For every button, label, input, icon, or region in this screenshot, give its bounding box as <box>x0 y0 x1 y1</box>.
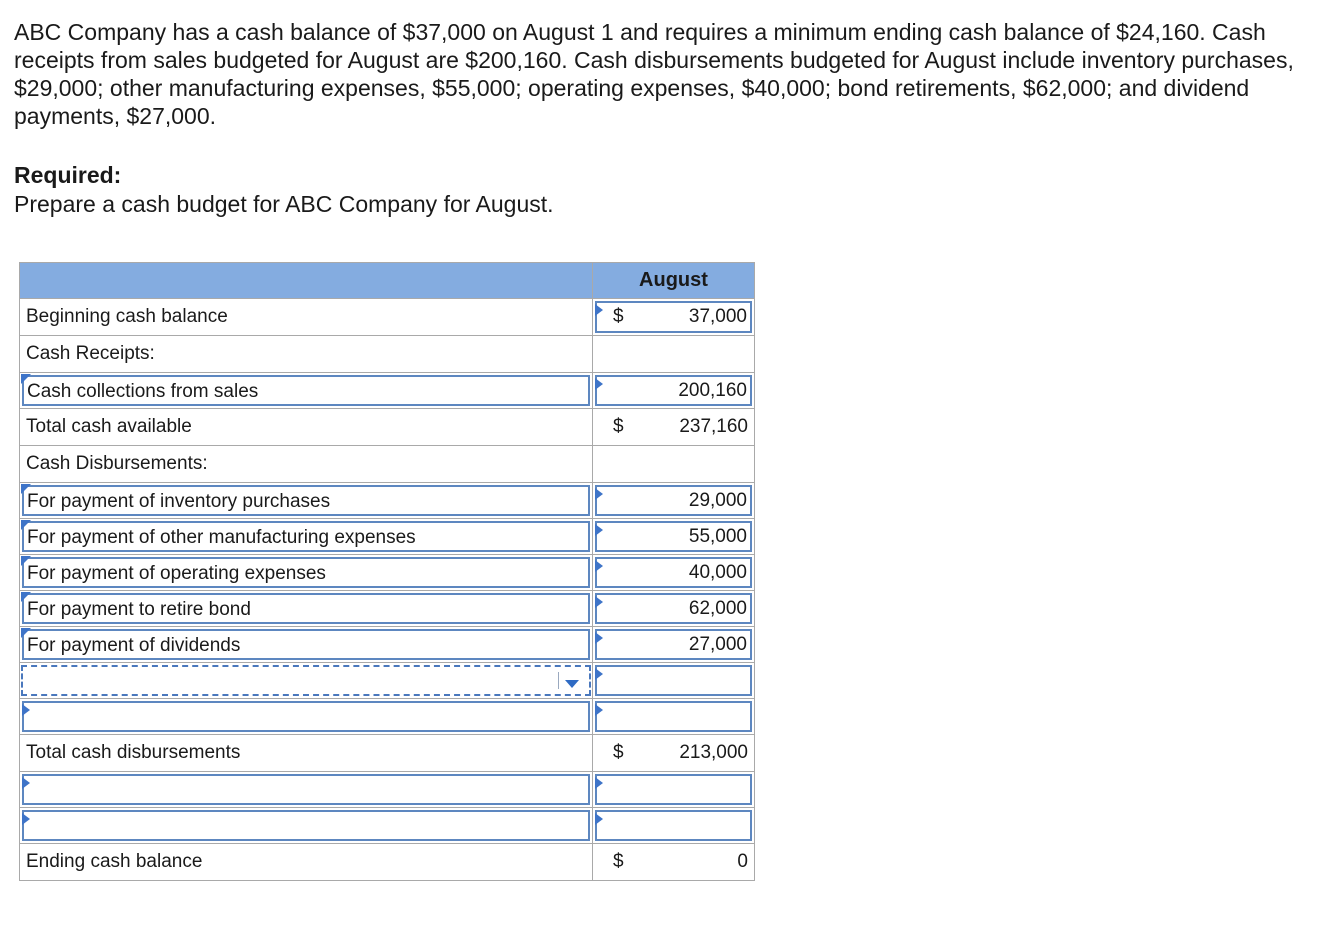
row-label-cell[interactable] <box>20 663 593 699</box>
cell-flag-icon <box>21 520 31 530</box>
cell-flag-icon <box>595 668 603 680</box>
manufacturing-input[interactable] <box>595 521 752 552</box>
cell-flag-icon <box>595 524 603 536</box>
cash-receipts-heading: Cash Receipts: <box>26 343 155 364</box>
header-label-cell <box>20 263 593 299</box>
amount-cell[interactable] <box>593 663 755 699</box>
table-row <box>20 373 755 409</box>
problem-statement: ABC Company has a cash balance of $37,000 on August 1 and requires a minimum ending cash balance of $24,160. Cash receipts from sales budgeted for August are $200,160. Cash disbursements budgeted for August include inventory purchases, $29,000; other manufacturing expenses, $55,000; operating expenses, $40,000; bond retirements, $62,000; and dividend payments, $27,000. <box>14 19 1294 129</box>
amount-cell[interactable] <box>593 373 755 409</box>
dollar-sign: $ <box>613 416 624 437</box>
inventory-label-input[interactable]: For payment of inventory purchases <box>22 485 590 516</box>
total-disbursements-label: Total cash disbursements <box>26 742 241 763</box>
table-row <box>20 772 755 808</box>
cell-flag-icon <box>21 556 31 566</box>
row-label-cell <box>20 299 593 336</box>
inventory-input[interactable] <box>595 485 752 516</box>
blank-label-input[interactable] <box>22 701 590 732</box>
table-row <box>20 336 755 373</box>
amount-cell[interactable] <box>593 591 755 627</box>
cell-flag-icon <box>595 378 603 390</box>
table-row <box>20 735 755 772</box>
dividends-value: 27,000 <box>688 633 747 655</box>
bond-input[interactable] <box>595 593 752 624</box>
amount-cell <box>593 735 755 772</box>
beginning-cash-label: Beginning cash balance <box>26 306 228 327</box>
row-label-cell[interactable] <box>20 627 593 663</box>
required-text: Prepare a cash budget for ABC Company for August. <box>14 191 554 217</box>
table-row <box>20 808 755 844</box>
dollar-sign: $ <box>613 851 624 872</box>
cell-flag-icon <box>21 592 31 602</box>
table-row <box>20 446 755 483</box>
cell-flag-icon <box>22 813 30 825</box>
chevron-down-icon[interactable] <box>565 680 579 688</box>
row-label-cell[interactable] <box>20 555 593 591</box>
dollar-sign: $ <box>613 742 624 763</box>
row-label-cell[interactable] <box>20 591 593 627</box>
cell-flag-icon <box>21 484 31 494</box>
blank-amount-input[interactable] <box>595 810 752 841</box>
table-row <box>20 519 755 555</box>
cell-flag-icon <box>595 632 603 644</box>
cell-flag-icon <box>595 777 603 789</box>
beginning-cash-value: 37,000 <box>688 306 747 327</box>
amount-cell[interactable] <box>593 808 755 844</box>
row-label-cell[interactable] <box>20 483 593 519</box>
blank-label-input[interactable] <box>22 810 590 841</box>
operating-value: 40,000 <box>688 561 747 583</box>
table-row <box>20 409 755 446</box>
beginning-cash-input[interactable] <box>595 301 752 333</box>
row-label-cell <box>20 735 593 772</box>
empty-amount-cell <box>593 446 755 483</box>
cash-collections-value: 200,160 <box>678 379 747 401</box>
amount-cell[interactable] <box>593 483 755 519</box>
amount-cell[interactable] <box>593 519 755 555</box>
column-header-august: August <box>593 263 755 299</box>
table-row <box>20 299 755 336</box>
operating-label-input[interactable]: For payment of operating expenses <box>22 557 590 588</box>
amount-cell <box>593 409 755 446</box>
cell-flag-icon <box>21 374 31 384</box>
manufacturing-value: 55,000 <box>688 525 747 547</box>
row-label-cell <box>20 409 593 446</box>
dividends-input[interactable] <box>595 629 752 660</box>
amount-cell[interactable] <box>593 627 755 663</box>
cell-flag-icon <box>595 704 603 716</box>
amount-cell[interactable] <box>593 772 755 808</box>
amount-cell[interactable] <box>593 299 755 336</box>
table-row <box>20 699 755 735</box>
total-cash-available-amount <box>593 409 754 445</box>
table-row <box>20 591 755 627</box>
row-label-cell[interactable] <box>20 772 593 808</box>
ending-cash-value: 0 <box>737 851 748 872</box>
amount-cell <box>593 844 755 881</box>
cell-flag-icon <box>595 488 603 500</box>
row-label-cell[interactable] <box>20 808 593 844</box>
amount-cell[interactable] <box>593 699 755 735</box>
inventory-value: 29,000 <box>688 489 747 511</box>
row-label-cell[interactable] <box>20 373 593 409</box>
row-label-cell[interactable] <box>20 699 593 735</box>
cash-disbursements-heading: Cash Disbursements: <box>26 453 208 474</box>
cell-flag-icon <box>21 628 31 638</box>
bond-label-input[interactable]: For payment to retire bond <box>22 593 590 624</box>
row-label-cell[interactable] <box>20 519 593 555</box>
row-label-cell <box>20 336 593 373</box>
row-label-cell <box>20 844 593 881</box>
total-disbursements-amount <box>593 735 754 771</box>
blank-amount-input[interactable] <box>595 701 752 732</box>
ending-cash-label: Ending cash balance <box>26 851 203 872</box>
manufacturing-label-input[interactable]: For payment of other manufacturing expenses <box>22 521 590 552</box>
cell-flag-icon <box>595 560 603 572</box>
ending-cash-amount <box>593 844 754 880</box>
bond-value: 62,000 <box>688 597 747 619</box>
table-row <box>20 663 755 699</box>
empty-amount-cell <box>593 336 755 373</box>
cell-flag-icon <box>595 304 603 316</box>
blank-amount-input[interactable] <box>595 665 752 696</box>
row-label-cell <box>20 446 593 483</box>
cell-flag-icon <box>595 813 603 825</box>
label-dropdown[interactable] <box>21 665 591 696</box>
cell-flag-icon <box>22 704 30 716</box>
table-row <box>20 844 755 881</box>
total-cash-available-value: 237,160 <box>679 416 748 437</box>
total-cash-available-label: Total cash available <box>26 416 192 437</box>
blank-label-input[interactable] <box>22 774 590 805</box>
cell-flag-icon <box>595 596 603 608</box>
blank-amount-input[interactable] <box>595 774 752 805</box>
cash-collections-input[interactable] <box>595 375 752 406</box>
cell-flag-icon <box>22 777 30 789</box>
table-row <box>20 555 755 591</box>
table-row <box>20 483 755 519</box>
operating-input[interactable] <box>595 557 752 588</box>
cash-budget-table <box>19 262 755 881</box>
dropdown-separator <box>558 672 559 689</box>
table-header-row <box>20 263 755 299</box>
cash-collections-label-input[interactable]: Cash collections from sales <box>22 375 590 406</box>
total-disbursements-value: 213,000 <box>679 742 748 763</box>
required-heading: Required: <box>14 162 122 188</box>
dollar-sign: $ <box>613 306 624 327</box>
amount-cell[interactable] <box>593 555 755 591</box>
dividends-label-input[interactable]: For payment of dividends <box>22 629 590 660</box>
table-row <box>20 627 755 663</box>
